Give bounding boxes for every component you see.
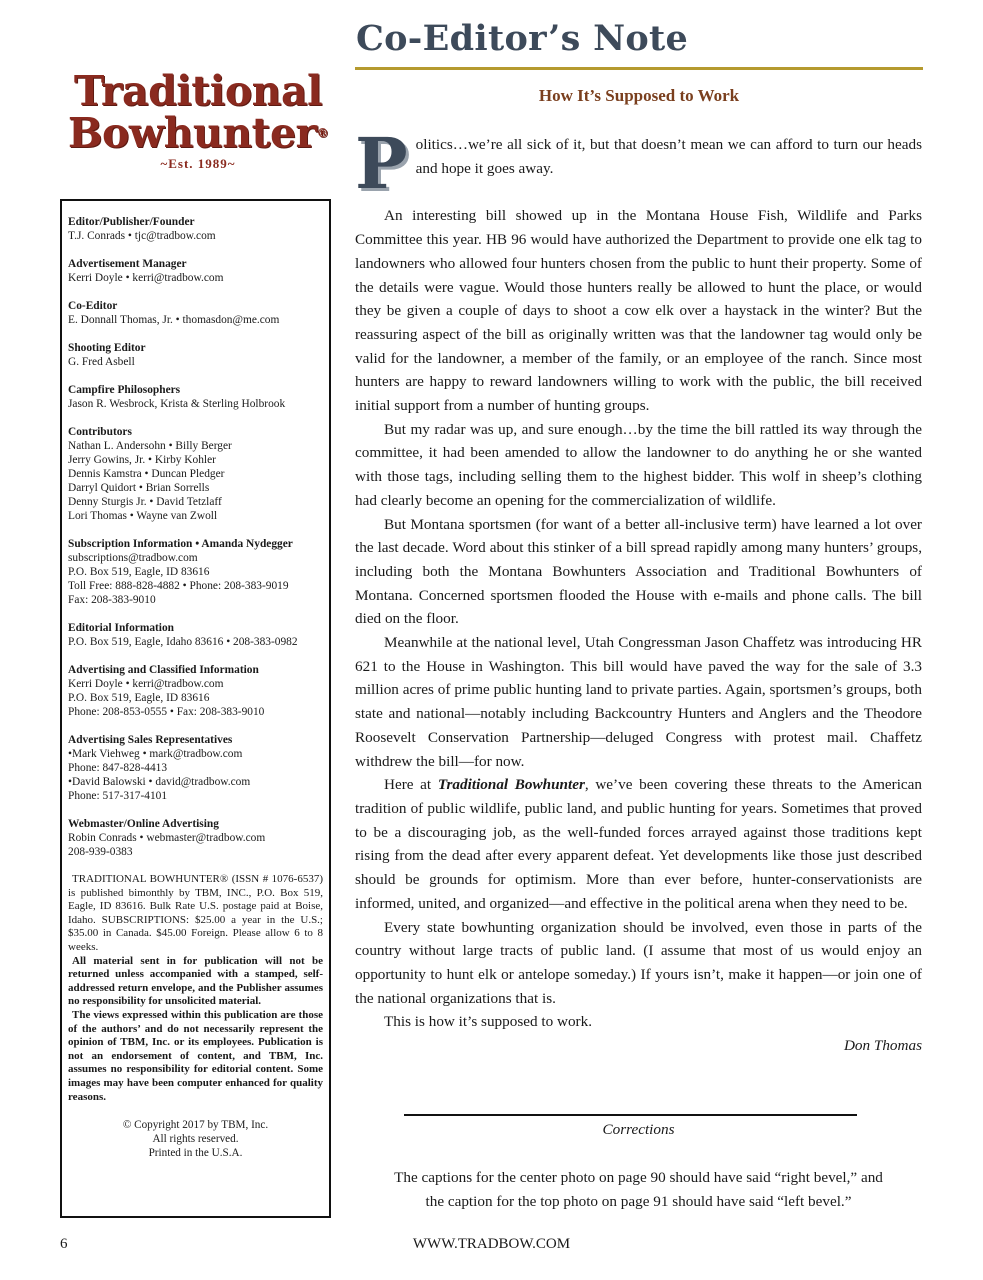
staff-detail-line: Darryl Quidort • Brian Sorrells bbox=[68, 482, 210, 494]
logo-established: ~Est. 1989~ bbox=[160, 156, 236, 171]
staff-detail-line: Robin Conrads • webmaster@tradbow.com bbox=[68, 832, 266, 844]
staff-role-heading: Advertisement Manager bbox=[68, 258, 187, 270]
staff-detail-line: Toll Free: 888-828-4882 • Phone: 208-383-9019 bbox=[68, 580, 289, 592]
masthead-staff-box bbox=[60, 199, 331, 1218]
staff-detail-line: Nathan L. Andersohn • Billy Berger bbox=[68, 440, 232, 452]
article-subtitle: How It’s Supposed to Work bbox=[538, 86, 740, 105]
article-paragraph-text: olitics…we’re all sick of it, but that doesn’t mean we can afford to turn our heads and hope it goes away. bbox=[415, 136, 922, 177]
footer-url[interactable]: WWW.TRADBOW.COM bbox=[412, 1236, 571, 1252]
article-paragraph: But Montana sportsmen (for want of a better all-inclusive term) have learned a lot over the last decade. Word about this stinker of a bill spread rapidly among many hunters’ groups, including both the Montana Bowhunters Association and Traditional Bowhunters of Montana. Concerned sportsmen flooded the House with e-mails and phone calls. The bill died on the floor. bbox=[355, 515, 922, 628]
staff-role-heading: Advertising Sales Representatives bbox=[68, 734, 233, 746]
staff-detail-line: T.J. Conrads • tjc@tradbow.com bbox=[68, 230, 216, 242]
page-title: Co-Editor’s Note bbox=[356, 18, 689, 59]
logo-line-2-text: Bowhunter bbox=[67, 109, 317, 157]
staff-group bbox=[68, 341, 323, 369]
staff-detail-line: G. Fred Asbell bbox=[68, 356, 135, 368]
staff-detail-line: E. Donnall Thomas, Jr. • thomasdon@me.com bbox=[68, 314, 280, 326]
legal-notice bbox=[68, 873, 323, 1104]
staff-group bbox=[68, 663, 323, 719]
magazine-logo bbox=[60, 67, 336, 171]
article-body bbox=[355, 122, 923, 1058]
staff-group bbox=[68, 817, 323, 859]
staff-detail-line: Fax: 208-383-9010 bbox=[68, 594, 156, 606]
staff-group bbox=[68, 733, 323, 803]
corrections-title: Corrections bbox=[602, 1121, 675, 1138]
staff-role-heading: Editor/Publisher/Founder bbox=[68, 216, 195, 228]
title-divider bbox=[355, 67, 923, 70]
article-paragraph: Meanwhile at the national level, Utah Congressman Jason Chaffetz was introducing HR 621 to the House in Washington. This bill would have paved the way for the sale of 3.3 million acres of prime public hunting land to private parties. Again, sportsmen’s groups, both state and national—notably including Backcountry Hunters and Anglers and the Theodore Roosevelt Conservation Partnership—deluged Congress with protest mail. Chaffetz withdrew the bill—for now. bbox=[355, 634, 922, 770]
staff-role-heading: Subscription Information • Amanda Nydegger bbox=[68, 538, 293, 550]
staff-list bbox=[68, 215, 323, 859]
author-signature: Don Thomas bbox=[843, 1037, 922, 1055]
copyright-line: © Copyright 2017 by TBM, Inc. bbox=[122, 1119, 269, 1132]
article-text: , we’ve been covering these threats to the American tradition of public wildlife, public land, and public hunting for years. Sometimes that proved to be a discouraging job, as the well-funded forces arrayed against those traditions kept rising from the dead after every apparent defeat. Yet developments like those just described should be grounds for optimism. More than ever before, hunter-conservationists are informed, united, and organized—and effective in the political arena when they need to be. bbox=[355, 776, 923, 912]
page-number: 6 bbox=[60, 1236, 68, 1252]
article-paragraph: An interesting bill showed up in the Montana House Fish, Wildlife and Parks Committee this year. HB 96 would have authorized the Department to provide one elk tag to landowners who allowed four hunters chosen from the public to hunt their property. Some of the details were vague. Would those hunters really be allowed to hunt the place, or would they be given a couple of days to shoot a cow elk over a haystack in the winter? But the reassuring aspect of the bill as originally written was that the landowner tag would only be valid for the landowner, a member of the family, or an employee of the ranch. Since most hunters are happy to reward landowners willing to work with the public, the bill received initial support from a number of hunting groups. bbox=[355, 207, 922, 415]
staff-detail-line: •Mark Viehweg • mark@tradbow.com bbox=[68, 748, 243, 760]
staff-group bbox=[68, 257, 323, 285]
corrections-line: The captions for the center photo on page 90 should have said “right bevel,” and bbox=[394, 1169, 883, 1186]
article-text: Here at bbox=[384, 776, 438, 794]
corrections-body bbox=[355, 1166, 922, 1213]
staff-detail-line: Phone: 208-853-0555 • Fax: 208-383-9010 bbox=[68, 706, 265, 718]
magazine-name-emphasis: Traditional Bowhunter bbox=[437, 776, 585, 794]
copyright bbox=[68, 1118, 323, 1160]
article-paragraph: This is how it’s supposed to work. bbox=[384, 1013, 592, 1031]
staff-detail-line: Kerri Doyle • kerri@tradbow.com bbox=[68, 678, 224, 690]
corrections-divider bbox=[404, 1114, 857, 1116]
staff-detail-line: Phone: 517-317-4101 bbox=[68, 790, 168, 802]
staff-detail-line: P.O. Box 519, Eagle, ID 83616 bbox=[68, 692, 210, 704]
staff-role-heading: Co-Editor bbox=[68, 300, 118, 312]
article-paragraph bbox=[355, 122, 922, 205]
article-paragraph: But my radar was up, and sure enough…by the time the bill rattled its way through the committee, it had been amended to allow the landowner to do anything he or she wanted with those tags, including selling them to the highest bidder. This wolf in sheep’s clothing had clearly become an opening for the commercialization of wildlife. bbox=[355, 420, 922, 509]
staff-detail-line: Phone: 847-828-4413 bbox=[68, 762, 168, 774]
printed-line: Printed in the U.S.A. bbox=[148, 1147, 243, 1160]
drop-cap: P bbox=[355, 122, 408, 205]
staff-role-heading: Shooting Editor bbox=[68, 342, 146, 354]
registered-mark: ® bbox=[316, 126, 329, 140]
staff-detail-line: Dennis Kamstra • Duncan Pledger bbox=[68, 468, 225, 480]
staff-group bbox=[68, 299, 323, 327]
staff-detail-line: •David Balowski • david@tradbow.com bbox=[68, 776, 251, 788]
article-paragraph bbox=[355, 773, 922, 915]
staff-role-heading: Advertising and Classified Information bbox=[68, 664, 259, 676]
staff-group bbox=[68, 383, 323, 411]
corrections-line: the caption for the top photo on page 91 should have said “left bevel.” bbox=[425, 1192, 852, 1210]
staff-detail-line: 208-939-0383 bbox=[68, 846, 133, 858]
staff-detail-line: Jerry Gowins, Jr. • Kirby Kohler bbox=[68, 454, 216, 466]
legal-views-disclaimer: The views expressed within this publication are those of the authors’ and do not necessarily represent the opinion of TBM, Inc. or its employees. Publication is not an endorsement of content, and TBM, Inc. assumes no responsibility for editorial content. Some images may have been computer enhanced for quality reasons. bbox=[68, 1008, 323, 1103]
staff-group bbox=[68, 621, 323, 649]
rights-line: All rights reserved. bbox=[152, 1133, 239, 1146]
staff-detail-line: Jason R. Wesbrock, Krista & Sterling Holbrook bbox=[68, 398, 286, 410]
legal-publication-info: TRADITIONAL BOWHUNTER® (ISSN # 1076-6537) is published bimonthly by TBM, INC., P.O. Box 519, Eagle, ID 83616. Bulk Rate U.S. postage paid at Boise, Idaho. SUBSCRIPTIONS: $25.00 a year in the U.S.; $35.00 in Canada. $45.00 Foreign. Please allow 6 to 8 weeks. bbox=[68, 873, 323, 953]
legal-material-notice: All material sent in for publication will not be returned unless accompanied with a stamped, self-addressed return envelope, and the Publisher assumes no responsibility for unsolicited material. bbox=[68, 954, 323, 1008]
staff-detail-line: Lori Thomas • Wayne van Zwoll bbox=[68, 510, 218, 522]
article-paragraph: Every state bowhunting organization should be involved, even those in parts of the country without large tracts of public land. (I assume that most of us would enjoy an opportunity to hunt elk or antelope someday.) If yours isn’t, make it happen—or join one of the national organizations that is. bbox=[355, 918, 922, 1007]
logo-line-1: Traditional bbox=[73, 67, 323, 115]
staff-detail-line: P.O. Box 519, Eagle, ID 83616 bbox=[68, 566, 210, 578]
staff-group bbox=[68, 425, 323, 523]
staff-group bbox=[68, 537, 323, 607]
staff-detail-line: subscriptions@tradbow.com bbox=[68, 552, 198, 564]
staff-role-heading: Campfire Philosophers bbox=[68, 384, 181, 396]
staff-group bbox=[68, 215, 323, 243]
staff-role-heading: Editorial Information bbox=[68, 622, 174, 634]
staff-detail-line: Denny Sturgis Jr. • David Tetzlaff bbox=[68, 496, 222, 508]
staff-role-heading: Contributors bbox=[68, 426, 132, 438]
staff-detail-line: Kerri Doyle • kerri@tradbow.com bbox=[68, 272, 224, 284]
staff-detail-line: P.O. Box 519, Eagle, Idaho 83616 • 208-383-0982 bbox=[68, 636, 298, 648]
staff-role-heading: Webmaster/Online Advertising bbox=[68, 818, 219, 830]
logo-line-2 bbox=[60, 109, 336, 157]
